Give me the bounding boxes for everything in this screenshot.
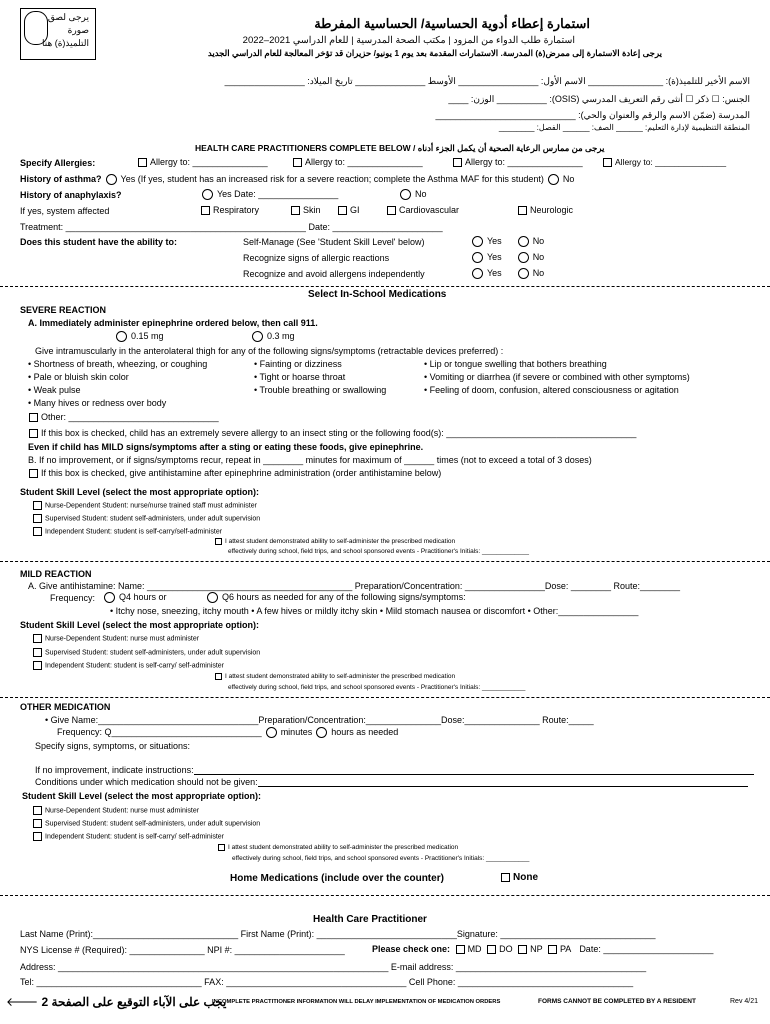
symptom: • Many hives or redness over body <box>28 398 167 408</box>
other-med-specify: Specify signs, symptoms, or situations: <box>35 741 191 751</box>
other-med-give[interactable]: • Give Name:________________________________Preparation/Concentration:_______________Dose:_______________ Route:_____ <box>45 715 594 725</box>
other-med-title: OTHER MEDICATION <box>20 702 111 712</box>
select-medications-title: Select In-School Medications <box>308 289 447 300</box>
allergy-3[interactable]: Allergy to: _______________ <box>450 157 583 167</box>
ability-avoid-allergens: Recognize and avoid allergens independently <box>243 269 425 279</box>
severe-title: SEVERE REACTION <box>20 305 107 315</box>
symptom: • Fainting or dizziness <box>254 359 342 369</box>
skill-nurse-dependent[interactable]: Nurse-Dependent Student: nurse must administer <box>30 806 199 815</box>
severe-antihistamine[interactable]: If this box is checked, give antihistamine after epinephrine administration (order antihistamine below) <box>26 468 441 478</box>
divider <box>0 895 770 896</box>
symptom: • Feeling of doom, confusion, altered consciousness or agitation <box>424 385 679 395</box>
divider <box>0 697 770 698</box>
asthma-yes-radio[interactable] <box>106 174 117 185</box>
practitioner-type-row[interactable]: Please check one: MD DO NP PA Date: ______________________ <box>372 944 714 954</box>
footer-warning-1: INCOMPLETE PRACTITIONER INFORMATION WILL DELAY IMPLEMENTATION OF MEDICATION ORDERS <box>212 999 501 1005</box>
hcp-banner: HEALTH CARE PRACTITIONERS COMPLETE BELOW / يرجى من ممارس الرعاية الصحية أن يكمل الجزء أدناه <box>195 143 605 153</box>
anaph-no-radio[interactable] <box>400 189 411 200</box>
severe-b[interactable]: B. If no improvement, or if signs/symptoms recur, repeat in ________ minutes for maximum of ______ times (not to exceed a total of 3 doses) <box>28 455 592 465</box>
symptom: • Weak pulse <box>28 385 81 395</box>
symptom: • Tight or hoarse throat <box>254 372 346 382</box>
system-neurologic[interactable]: Neurologic <box>515 205 573 215</box>
other-med-frequency[interactable]: Frequency: Q______________________________ minutes hours as needed <box>57 727 399 737</box>
footer-revision: Rev 4/21 <box>730 998 759 1005</box>
symptom: • Trouble breathing or swallowing <box>254 385 387 395</box>
symptom: • Lip or tongue swelling that bothers breathing <box>424 359 607 369</box>
anaphylaxis-label: History of anaphylaxis? <box>20 190 122 200</box>
checkbox[interactable] <box>603 158 612 167</box>
photo-sticker-box <box>20 8 96 60</box>
skill-nurse-dependent[interactable]: Nurse-Dependent Student: nurse must administer <box>30 634 199 643</box>
ability-recognize-signs: Recognize signs of allergic reactions <box>243 253 390 263</box>
practitioner-name-row[interactable]: Last Name (Print):_____________________________ First Name (Print): ____________________________Signature: _______________________________ <box>20 929 656 939</box>
divider <box>0 286 770 287</box>
system-respiratory[interactable]: Respiratory <box>198 205 259 215</box>
mild-q4[interactable]: Q4 hours or <box>100 592 167 603</box>
other-med-no-improvement[interactable]: If no improvement, indicate instructions: <box>35 765 754 775</box>
anaph-yes-radio[interactable] <box>202 189 213 200</box>
attest-initials[interactable]: effectively during school, field trips, and school sponsored events - Practitioner's Initials: ____________ <box>228 684 526 691</box>
ability-label: Does this student have the ability to: <box>20 237 178 247</box>
severe-give: Give intramuscularly in the anterolateral thigh for any of the following signs/symptoms (retractable devices preferred) : <box>35 346 504 356</box>
arrow-left-icon: 🡐 <box>6 995 39 1009</box>
other-med-conditions[interactable]: Conditions under which medication should not be given: <box>35 777 748 787</box>
sticker-line-3: التلميذ(ة) هنا <box>42 38 89 48</box>
ability-1-options[interactable]: Yes No <box>468 236 544 247</box>
allergy-2[interactable]: Allergy to: _______________ <box>290 157 423 167</box>
checkbox[interactable] <box>453 158 462 167</box>
ability-self-manage: Self-Manage (See 'Student Skill Level' below) <box>243 237 425 247</box>
form-subtitle: استمارة طلب الدواء من المزود | مكتب الصحة المدرسية | للعام الدراسي 2021–2022 <box>242 35 575 46</box>
student-gender-osis-row[interactable]: الجنس: ☐ ذكر ☐ أنثى رقم التعريف المدرسي (OSIS): __________ الوزن: ____ <box>448 94 750 104</box>
symptom: • Pale or bluish skin color <box>28 372 129 382</box>
mild-frequency-label: Frequency: <box>50 593 96 603</box>
home-medications-label: Home Medications (include over the counter) <box>230 873 444 884</box>
student-name-row[interactable]: الاسم الأخير للتلميذ(ة): _______________ الاسم الأول: ________________ الأوسط ______________ تاريخ الميلاد: ________________ <box>224 76 750 86</box>
severe-a: A. Immediately administer epinephrine ordered below, then call 911. <box>28 318 318 328</box>
allergy-1[interactable]: Allergy to: _______________ <box>135 157 268 167</box>
skill-supervised[interactable]: Supervised Student: student self-administers, under adult supervision <box>30 819 260 828</box>
skill-nurse-dependent[interactable]: Nurse-Dependent Student: nurse/nurse trained staff must administer <box>30 501 257 510</box>
mild-signs: • Itchy nose, sneezing, itchy mouth • A few hives or mildly itchy skin • Mild stomach nausea or discomfort • Other:________________ <box>110 606 639 616</box>
student-school-row[interactable]: المدرسة (ضمّن الاسم والرقم والعنوان والحي): ____________________________ <box>435 110 750 120</box>
attest-initials[interactable]: effectively during school, field trips, and school sponsored events - Practitioner's Initials: ____________ <box>232 855 530 862</box>
mild-title: MILD REACTION <box>20 569 92 579</box>
system-cardiovascular[interactable]: Cardiovascular <box>384 205 459 215</box>
symptom: • Vomiting or diarrhea (if severe or combined with other symptoms) <box>424 372 690 382</box>
asthma-row: History of asthma? Yes (If yes, student has an increased risk for a severe reaction; complete the Asthma MAF for this student) No <box>20 174 575 184</box>
skill-independent[interactable]: Independent Student: student is self-carry/ self-administer <box>30 661 224 670</box>
system-affected-label: If yes, system affected <box>20 206 110 216</box>
symptom: • Shortness of breath, wheezing, or coughing <box>28 359 208 369</box>
attest-initials[interactable]: effectively during school, field trips, and school sponsored events - Practitioner's Initials: _____________ <box>228 548 530 555</box>
sticker-line-2: صورة <box>67 25 89 35</box>
home-none[interactable]: None <box>498 872 538 883</box>
form-return-notice: يرجى إعادة الاستمارة إلى ممرض(ة) المدرسة. الاستمارات المقدمة بعد يوم 1 يونيو/ حزيران قد تؤخر المعالجة للعام الدراسي الجديد <box>207 48 662 58</box>
mild-a[interactable]: A. Give antihistamine: Name: _________________________________________ Preparation/Concentration: ________________Dose: ________ Route:________ <box>28 581 681 591</box>
skill-independent[interactable]: Independent Student: student is self-carry/ self-administer <box>30 832 224 841</box>
skill-level-title: Student Skill Level (select the most appropriate option): <box>20 620 260 630</box>
checkbox[interactable] <box>293 158 302 167</box>
attest-line[interactable]: I attest student demonstrated ability to self-administer the prescribed medication <box>212 673 455 680</box>
divider <box>0 561 770 562</box>
skill-level-title: Student Skill Level (select the most appropriate option): <box>22 791 262 801</box>
practitioner-license-row[interactable]: NYS License # (Required): _______________ NPI #: ______________________ <box>20 945 345 955</box>
severe-other[interactable]: Other: ______________________________ <box>26 412 219 422</box>
skill-level-title: Student Skill Level (select the most appropriate option): <box>20 487 260 497</box>
severe-sting[interactable]: If this box is checked, child has an extremely severe allergy to an insect sting or the following food(s): ______________________________________ <box>26 428 636 438</box>
attest-line[interactable]: I attest student demonstrated ability to self-administer the prescribed medication <box>215 844 458 851</box>
practitioner-address-row[interactable]: Address: __________________________________________________________________ E-mail address: ______________________________________ <box>20 962 647 972</box>
checkbox[interactable] <box>138 158 147 167</box>
allergy-4[interactable]: Allergy to: _______________ <box>600 157 726 167</box>
skill-independent[interactable]: Independent Student: student is self-carry/self-administer <box>30 527 222 536</box>
allergies-label: Specify Allergies: <box>20 158 96 168</box>
student-district-row[interactable]: المنطقة التنظيمية لإدارة التعليم: ______ الصف: ______ الفصل: ________ <box>498 123 750 132</box>
sticker-line-1: يرجى لصق <box>47 12 89 22</box>
dose-015[interactable]: 0.15 mg <box>112 331 164 342</box>
system-skin[interactable]: Skin <box>288 205 321 215</box>
footer-page2: 🡐 يجب على الآباء التوقيع على الصفحة 2 <box>6 995 227 1009</box>
mild-q6[interactable]: Q6 hours as needed for any of the following signs/symptoms: <box>203 592 466 603</box>
ability-3-options[interactable]: Yes No <box>468 268 544 279</box>
skill-supervised[interactable]: Supervised Student: student self-administers, under adult supervision <box>30 514 260 523</box>
treatment-row[interactable]: Treatment: ________________________________________________ Date: ______________________ <box>20 222 443 232</box>
severe-mild-note: Even if child has MILD signs/symptoms after a sting or eating these foods, give epinephrine. <box>28 442 424 452</box>
anaphylaxis-no[interactable]: No <box>396 189 427 200</box>
form-title: استمارة إعطاء أدوية الحساسية/ الحساسية المفرطة <box>314 16 590 31</box>
footer-warning-2: FORMS CANNOT BE COMPLETED BY A RESIDENT <box>538 998 696 1005</box>
skill-supervised[interactable]: Supervised Student: student self-administers, under adult supervision <box>30 648 260 657</box>
system-gi[interactable]: GI <box>335 205 360 215</box>
ability-2-options[interactable]: Yes No <box>468 252 544 263</box>
practitioner-phone-row[interactable]: Tel: _________________________________ FAX: ____________________________________ Cell Phone: ___________________________________ <box>20 977 634 987</box>
practitioner-title: Health Care Practitioner <box>313 914 427 925</box>
asthma-no-radio[interactable] <box>548 174 559 185</box>
attest-line[interactable]: I attest student demonstrated ability to self-administer the prescribed medication <box>212 538 455 545</box>
anaphylaxis-yes[interactable]: Yes Date: ________________ <box>198 189 338 200</box>
dose-03[interactable]: 0.3 mg <box>248 331 295 342</box>
